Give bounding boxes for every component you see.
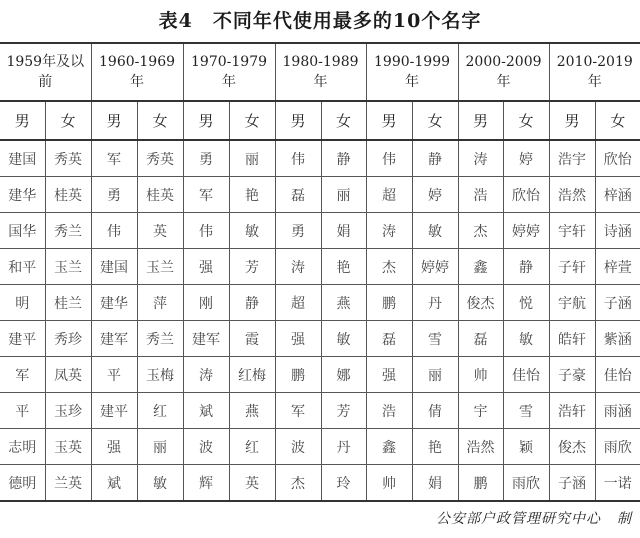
female-name-cell: 娟 [412,465,458,502]
female-name-cell: 芳 [321,393,366,429]
female-name-cell: 玉英 [45,429,91,465]
female-name-cell: 秀兰 [137,321,183,357]
female-name-cell: 婷 [503,140,549,177]
female-name-cell: 英 [137,213,183,249]
male-name-cell: 平 [0,393,45,429]
table-row [0,357,640,393]
decade-header [91,43,183,101]
decade-label-line2: 年 [587,74,602,90]
male-name-cell: 强 [275,321,321,357]
table-row [0,321,640,357]
female-name-cell: 凤英 [45,357,91,393]
female-name-cell: 丽 [229,140,275,177]
source-credit [436,508,632,528]
female-name-cell: 静 [503,249,549,285]
male-name-cell: 宇 [458,393,503,429]
table-row [0,213,640,249]
decade-header [366,43,458,101]
female-name-cell: 娟 [321,213,366,249]
female-name-cell: 雪 [503,393,549,429]
male-name-cell: 建军 [183,321,229,357]
male-name-cell: 波 [275,429,321,465]
male-name-cell: 鑫 [366,429,412,465]
decade-label-line2: 前 [38,74,53,90]
male-name-cell: 军 [91,140,137,177]
female-name-cell: 敏 [412,213,458,249]
female-name-cell: 红梅 [229,357,275,393]
source-suffix: 制 [617,511,632,527]
female-name-cell: 艳 [229,177,275,213]
male-name-cell: 建平 [0,321,45,357]
male-name-cell: 建国 [0,140,45,177]
female-name-cell: 丽 [412,357,458,393]
male-name-cell: 浩 [458,177,503,213]
male-name-cell: 杰 [275,465,321,502]
decade-label-line2: 年 [496,74,511,90]
decade-label-line2: 年 [222,74,237,90]
male-name-cell: 子涵 [549,465,595,502]
male-name-cell: 鑫 [458,249,503,285]
female-name-cell: 雪 [412,321,458,357]
female-header: 女 [321,101,366,140]
female-name-cell: 秀英 [137,140,183,177]
male-name-cell: 涛 [275,249,321,285]
decade-label-line1: 1970-1979 [191,54,268,70]
decade-header [275,43,366,101]
female-name-cell: 梓萱 [595,249,640,285]
male-name-cell: 杰 [458,213,503,249]
sex-header-row [0,101,640,140]
female-name-cell: 静 [412,140,458,177]
male-name-cell: 勇 [183,140,229,177]
decade-header [549,43,640,101]
male-name-cell: 斌 [91,465,137,502]
table-row [0,285,640,321]
decade-label-line2: 年 [405,74,420,90]
male-name-cell: 涛 [458,140,503,177]
female-name-cell: 燕 [229,393,275,429]
male-name-cell: 浩 [366,393,412,429]
male-header: 男 [0,101,45,140]
male-name-cell: 军 [0,357,45,393]
table-row [0,393,640,429]
female-name-cell: 桂英 [137,177,183,213]
male-name-cell: 辉 [183,465,229,502]
male-name-cell: 建华 [0,177,45,213]
female-name-cell: 婷婷 [503,213,549,249]
female-name-cell: 霞 [229,321,275,357]
female-name-cell: 红 [137,393,183,429]
male-name-cell: 帅 [366,465,412,502]
male-name-cell: 军 [183,177,229,213]
decade-label-line1: 1959年及以 [6,54,85,70]
female-name-cell: 娜 [321,357,366,393]
decade-header [183,43,275,101]
male-name-cell: 涛 [366,213,412,249]
decade-label-line1: 1990-1999 [374,54,451,70]
male-header: 男 [91,101,137,140]
female-name-cell: 颖 [503,429,549,465]
female-header: 女 [595,101,640,140]
female-name-cell: 艳 [412,429,458,465]
male-name-cell: 伟 [366,140,412,177]
table-body [0,140,640,501]
female-name-cell: 燕 [321,285,366,321]
female-name-cell: 婷 [412,177,458,213]
decade-header [458,43,549,101]
female-name-cell: 丹 [412,285,458,321]
male-header: 男 [275,101,321,140]
male-name-cell: 宇航 [549,285,595,321]
female-header: 女 [45,101,91,140]
male-name-cell: 建军 [91,321,137,357]
male-name-cell: 伟 [91,213,137,249]
male-name-cell: 超 [366,177,412,213]
male-name-cell: 勇 [275,213,321,249]
female-name-cell: 桂兰 [45,285,91,321]
female-name-cell: 敏 [229,213,275,249]
table-row [0,177,640,213]
female-name-cell: 一诺 [595,465,640,502]
female-name-cell: 婷婷 [412,249,458,285]
table-row [0,429,640,465]
source-org: 公安部户政管理研究中心 [436,511,601,527]
male-name-cell: 磊 [366,321,412,357]
female-name-cell: 玉珍 [45,393,91,429]
male-name-cell: 子轩 [549,249,595,285]
male-name-cell: 明 [0,285,45,321]
female-name-cell: 英 [229,465,275,502]
decade-label-line1: 1980-1989 [282,54,359,70]
female-name-cell: 倩 [412,393,458,429]
male-name-cell: 浩然 [549,177,595,213]
female-name-cell: 敏 [321,321,366,357]
female-name-cell: 诗涵 [595,213,640,249]
male-name-cell: 强 [183,249,229,285]
decade-label-line2: 年 [130,74,145,90]
male-name-cell: 和平 [0,249,45,285]
female-name-cell: 秀英 [45,140,91,177]
female-name-cell: 欣怡 [503,177,549,213]
female-name-cell: 雨欣 [595,429,640,465]
male-name-cell: 平 [91,357,137,393]
female-name-cell: 子涵 [595,285,640,321]
female-header: 女 [229,101,275,140]
male-name-cell: 俊杰 [549,429,595,465]
female-name-cell: 芳 [229,249,275,285]
male-name-cell: 子豪 [549,357,595,393]
male-name-cell: 刚 [183,285,229,321]
female-name-cell: 梓涵 [595,177,640,213]
table-row [0,140,640,177]
female-name-cell: 玲 [321,465,366,502]
male-name-cell: 磊 [458,321,503,357]
table-row [0,465,640,502]
female-name-cell: 艳 [321,249,366,285]
decade-label-line2: 年 [313,74,328,90]
female-name-cell: 悦 [503,285,549,321]
male-name-cell: 勇 [91,177,137,213]
male-name-cell: 鹏 [458,465,503,502]
male-name-cell: 鹏 [275,357,321,393]
male-name-cell: 建国 [91,249,137,285]
male-name-cell: 俊杰 [458,285,503,321]
male-name-cell: 军 [275,393,321,429]
male-name-cell: 志明 [0,429,45,465]
male-name-cell: 斌 [183,393,229,429]
male-name-cell: 杰 [366,249,412,285]
female-name-cell: 秀珍 [45,321,91,357]
names-table [0,42,640,502]
decade-header [0,43,91,101]
male-header: 男 [183,101,229,140]
female-header: 女 [137,101,183,140]
female-name-cell: 兰英 [45,465,91,502]
female-name-cell: 丽 [137,429,183,465]
female-name-cell: 玉梅 [137,357,183,393]
table-title: 表4 不同年代使用最多的10个名字 [158,10,482,32]
male-name-cell: 磊 [275,177,321,213]
female-name-cell: 桂英 [45,177,91,213]
female-name-cell: 丽 [321,177,366,213]
female-name-cell: 玉兰 [45,249,91,285]
female-name-cell: 秀兰 [45,213,91,249]
female-name-cell: 红 [229,429,275,465]
female-name-cell: 紫涵 [595,321,640,357]
male-name-cell: 国华 [0,213,45,249]
male-name-cell: 浩然 [458,429,503,465]
male-name-cell: 强 [91,429,137,465]
female-name-cell: 敏 [503,321,549,357]
male-name-cell: 涛 [183,357,229,393]
female-name-cell: 欣怡 [595,140,640,177]
male-name-cell: 皓轩 [549,321,595,357]
male-name-cell: 超 [275,285,321,321]
male-header: 男 [458,101,503,140]
male-name-cell: 伟 [183,213,229,249]
female-name-cell: 静 [229,285,275,321]
male-name-cell: 波 [183,429,229,465]
male-name-cell: 鹏 [366,285,412,321]
male-header: 男 [366,101,412,140]
male-name-cell: 浩轩 [549,393,595,429]
decade-header-row [0,43,640,101]
decade-label-line1: 2000-2009 [465,54,542,70]
female-name-cell: 丹 [321,429,366,465]
female-name-cell: 静 [321,140,366,177]
male-name-cell: 建平 [91,393,137,429]
table-row [0,249,640,285]
male-name-cell: 帅 [458,357,503,393]
female-name-cell: 萍 [137,285,183,321]
male-name-cell: 伟 [275,140,321,177]
female-header: 女 [503,101,549,140]
female-name-cell: 佳怡 [503,357,549,393]
male-name-cell: 强 [366,357,412,393]
female-name-cell: 雨欣 [503,465,549,502]
male-name-cell: 宇轩 [549,213,595,249]
female-name-cell: 玉兰 [137,249,183,285]
female-name-cell: 敏 [137,465,183,502]
female-name-cell: 佳怡 [595,357,640,393]
male-header: 男 [549,101,595,140]
decade-label-line1: 2010-2019 [556,54,633,70]
decade-label-line1: 1960-1969 [99,54,176,70]
female-name-cell: 雨涵 [595,393,640,429]
male-name-cell: 德明 [0,465,45,502]
female-header: 女 [412,101,458,140]
male-name-cell: 浩宇 [549,140,595,177]
male-name-cell: 建华 [91,285,137,321]
